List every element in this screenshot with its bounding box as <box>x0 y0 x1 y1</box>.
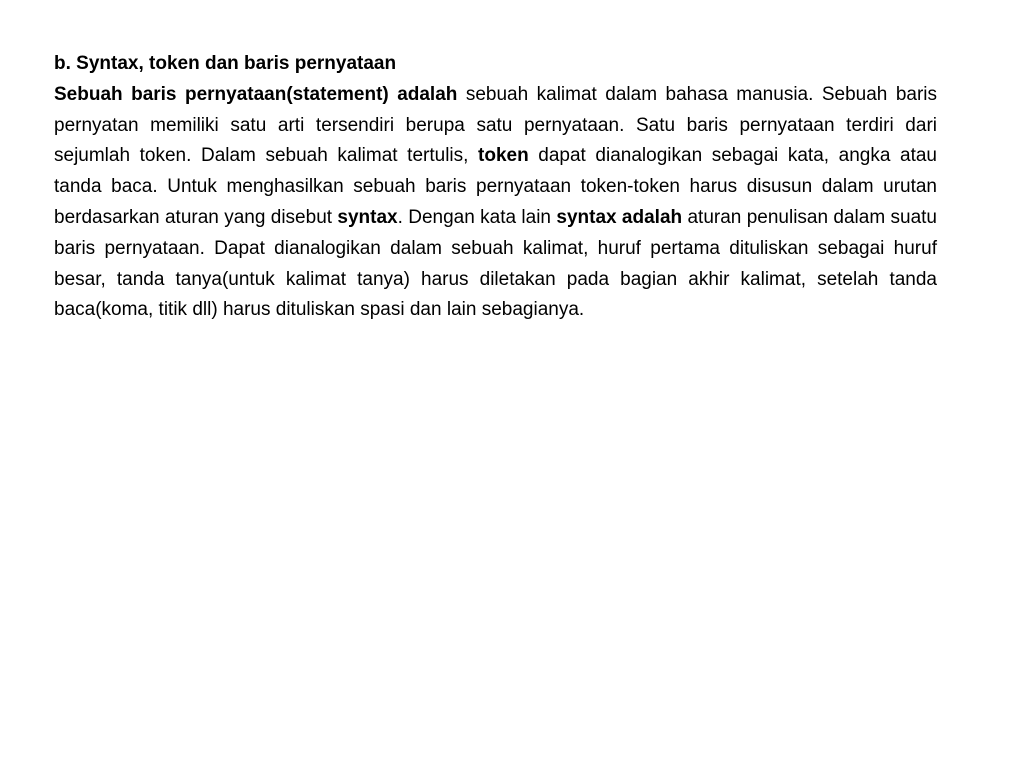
body-paragraph <box>54 80 937 326</box>
slide-heading: b. Syntax, token dan baris pernyataan <box>54 53 397 74</box>
term-syntax-definition: syntax adalah <box>556 206 683 228</box>
slide-content <box>54 49 937 326</box>
term-statement-definition: Sebuah baris pernyataan(statement) adalah <box>54 83 458 105</box>
term-token: token <box>478 145 529 167</box>
paragraph-text-3: . Dengan kata lain <box>397 206 557 228</box>
paragraph-text-2: dapat dianalogikan sebagai kata, angka atau tanda baca. Untuk menghasilkan sebuah baris pernyataan token-token harus disusun dalam urutan berdasarkan aturan yang disebut <box>54 145 937 228</box>
paragraph-text-4: aturan penulisan dalam suatu baris pernyataan. Dapat dianalogikan dalam sebuah kalimat, huruf pertama dituliskan sebagai huruf besar, tanda tanya(untuk kalimat tanya) harus diletakan pada bagian akhir kalimat, setelah tanda baca(koma, titik dll) harus dituliskan spasi dan lain sebagianya. <box>54 206 937 321</box>
paragraph-text-1: sebuah kalimat dalam bahasa manusia. Sebuah baris pernyatan memiliki satu arti tersendiri berupa satu pernyataan. Satu baris pernyataan terdiri dari sejumlah token. Dalam sebuah kalimat tertulis, <box>54 83 937 167</box>
term-syntax: syntax <box>337 206 398 228</box>
